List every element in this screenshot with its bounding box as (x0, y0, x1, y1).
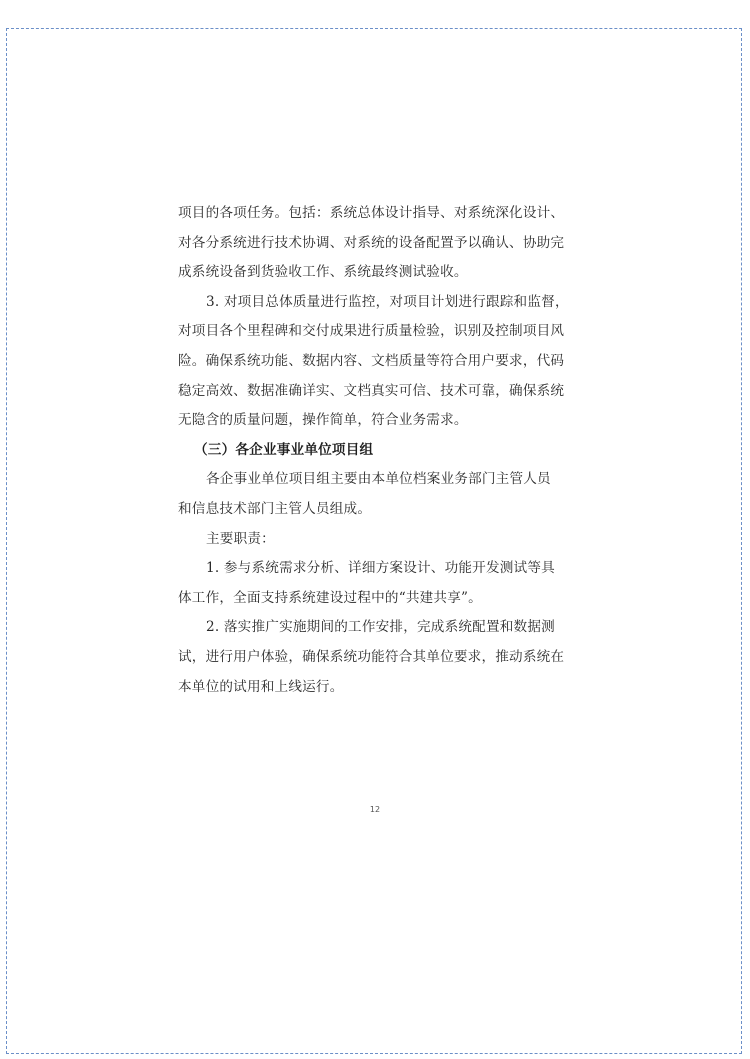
text-line: 对项目各个里程碑和交付成果进行质量检验，识别及控制项目风 (178, 323, 565, 340)
paragraph-start-line: 3. 对项目总体质量进行监控，对项目计划进行跟踪和监督， (206, 293, 569, 310)
text-line: 险。确保系统功能、数据内容、文档质量等符合用户要求，代码 (178, 352, 565, 369)
text-line: 无隐含的质量问题，操作简单，符合业务需求。 (178, 412, 468, 429)
text-line: 对各分系统进行技术协调、对系统的设备配置予以确认、协助完 (178, 234, 565, 251)
page-number: 12 (369, 805, 381, 814)
text-line: 本单位的试用和上线运行。 (178, 678, 344, 695)
paragraph-start-line: 各企事业单位项目组主要由本单位档案业务部门主管人员 (206, 471, 551, 488)
text-line: 试，进行用户体验，确保系统功能符合其单位要求，推动系统在 (178, 648, 565, 665)
paragraph-start-line: 2. 落实推广实施期间的工作安排，完成系统配置和数据测 (206, 619, 555, 636)
text-line: 成系统设备到货验收工作、系统最终测试验收。 (178, 264, 468, 281)
paragraph-start-line: 主要职责： (206, 530, 275, 547)
document-body (178, 199, 592, 702)
text-line: 项目的各项任务。包括：系统总体设计指导、对系统深化设计、 (178, 205, 565, 221)
section-heading: （三）各企业事业单位项目组 (194, 441, 374, 458)
text-line: 稳定高效、数据准确详实、文档真实可信、技术可靠，确保系统 (178, 382, 565, 399)
paragraph-start-line: 1. 参与系统需求分析、详细方案设计、功能开发测试等具 (206, 560, 555, 577)
text-line: 和信息技术部门主管人员组成。 (178, 500, 372, 517)
text-line: 体工作，全面支持系统建设过程中的“共建共享”。 (178, 589, 482, 606)
